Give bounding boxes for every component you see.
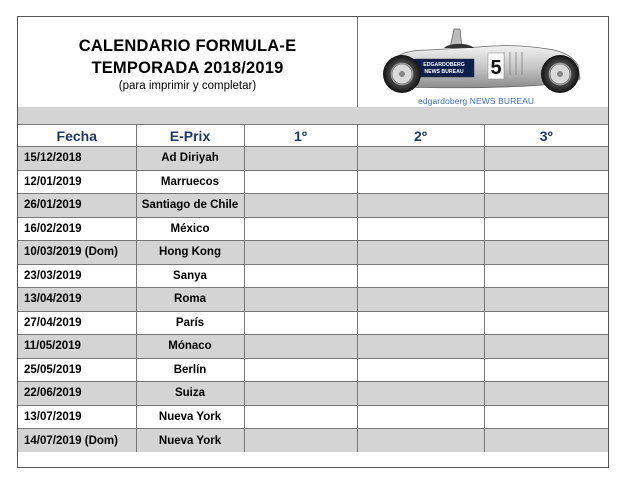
eprix-cell: Berlín: [136, 358, 244, 382]
date-cell: 13/07/2019: [18, 405, 136, 429]
plate-line-2: NEWS BUREAU: [424, 69, 464, 75]
table-row: [18, 147, 608, 171]
second-place-cell[interactable]: [357, 241, 484, 265]
third-place-cell[interactable]: [484, 405, 608, 429]
second-place-cell[interactable]: [357, 217, 484, 241]
eprix-cell: Nueva York: [136, 429, 244, 453]
title-block: [18, 17, 358, 107]
first-place-cell[interactable]: [244, 288, 357, 312]
second-place-cell[interactable]: [357, 311, 484, 335]
table-body: [18, 147, 608, 453]
second-place-cell[interactable]: [357, 382, 484, 406]
header-eprix: E-Prix: [136, 125, 244, 147]
eprix-cell: Mónaco: [136, 335, 244, 359]
first-place-cell[interactable]: [244, 405, 357, 429]
eprix-cell: París: [136, 311, 244, 335]
eprix-cell: Santiago de Chile: [136, 194, 244, 218]
table-row: [18, 241, 608, 265]
third-place-cell[interactable]: [484, 429, 608, 453]
eprix-cell: Sanya: [136, 264, 244, 288]
date-cell: 23/03/2019: [18, 264, 136, 288]
plate-line-1: EDGARDOBERG: [423, 62, 465, 68]
date-cell: 16/02/2019: [18, 217, 136, 241]
header-first-place: 1º: [244, 125, 357, 147]
table-row: [18, 382, 608, 406]
third-place-cell[interactable]: [484, 241, 608, 265]
first-place-cell[interactable]: [244, 358, 357, 382]
date-cell: 22/06/2019: [18, 382, 136, 406]
table-row: [18, 288, 608, 312]
eprix-cell: Roma: [136, 288, 244, 312]
third-place-cell[interactable]: [484, 335, 608, 359]
table-row: [18, 311, 608, 335]
calendar-table: [18, 125, 608, 452]
first-place-cell[interactable]: [244, 194, 357, 218]
subtitle: (para imprimir y completar): [118, 80, 257, 92]
date-cell: 25/05/2019: [18, 358, 136, 382]
table-row: [18, 264, 608, 288]
table-header-row: [18, 125, 608, 147]
third-place-cell[interactable]: [484, 382, 608, 406]
car-number: 5: [490, 57, 502, 79]
second-place-cell[interactable]: [357, 335, 484, 359]
second-place-cell[interactable]: [357, 429, 484, 453]
date-cell: 14/07/2019 (Dom): [18, 429, 136, 453]
title-line-2: TEMPORADA 2018/2019: [91, 59, 284, 77]
header-fecha: Fecha: [18, 125, 136, 147]
title-line-1: CALENDARIO FORMULA-E: [78, 37, 297, 55]
first-place-cell[interactable]: [244, 429, 357, 453]
header: [18, 17, 608, 108]
calendar-sheet: [17, 16, 609, 468]
date-cell: 13/04/2019: [18, 288, 136, 312]
second-place-cell[interactable]: [357, 264, 484, 288]
third-place-cell[interactable]: [484, 264, 608, 288]
spacer-row: [18, 107, 608, 125]
date-cell: 15/12/2018: [18, 147, 136, 171]
date-cell: 12/01/2019: [18, 170, 136, 194]
third-place-cell[interactable]: [484, 311, 608, 335]
third-place-cell[interactable]: [484, 288, 608, 312]
second-place-cell[interactable]: [357, 147, 484, 171]
second-place-cell[interactable]: [357, 405, 484, 429]
third-place-cell[interactable]: [484, 358, 608, 382]
eprix-cell: Ad Diriyah: [136, 147, 244, 171]
second-place-cell[interactable]: [357, 358, 484, 382]
eprix-cell: Nueva York: [136, 405, 244, 429]
table-row: [18, 170, 608, 194]
third-place-cell[interactable]: [484, 147, 608, 171]
first-place-cell[interactable]: [244, 170, 357, 194]
date-cell: 26/01/2019: [18, 194, 136, 218]
first-place-cell[interactable]: [244, 217, 357, 241]
eprix-cell: Marruecos: [136, 170, 244, 194]
eprix-cell: México: [136, 217, 244, 241]
header-third-place: 3º: [484, 125, 608, 147]
logo-caption: edgardoberg NEWS BUREAU: [418, 96, 535, 106]
third-place-cell[interactable]: [484, 170, 608, 194]
first-place-cell[interactable]: [244, 147, 357, 171]
table-row: [18, 335, 608, 359]
date-cell: 11/05/2019: [18, 335, 136, 359]
second-place-cell[interactable]: [357, 170, 484, 194]
third-place-cell[interactable]: [484, 217, 608, 241]
table-row: [18, 358, 608, 382]
first-place-cell[interactable]: [244, 335, 357, 359]
date-cell: 10/03/2019 (Dom): [18, 241, 136, 265]
table-row: [18, 217, 608, 241]
table-row: [18, 405, 608, 429]
date-cell: 27/04/2019: [18, 311, 136, 335]
first-place-cell[interactable]: [244, 264, 357, 288]
race-car-logo-icon: [358, 17, 608, 107]
eprix-cell: Suiza: [136, 382, 244, 406]
logo: [358, 17, 608, 107]
second-place-cell[interactable]: [357, 194, 484, 218]
second-place-cell[interactable]: [357, 288, 484, 312]
first-place-cell[interactable]: [244, 241, 357, 265]
third-place-cell[interactable]: [484, 194, 608, 218]
table-row: [18, 429, 608, 453]
first-place-cell[interactable]: [244, 311, 357, 335]
eprix-cell: Hong Kong: [136, 241, 244, 265]
table-row: [18, 194, 608, 218]
first-place-cell[interactable]: [244, 382, 357, 406]
header-second-place: 2º: [357, 125, 484, 147]
